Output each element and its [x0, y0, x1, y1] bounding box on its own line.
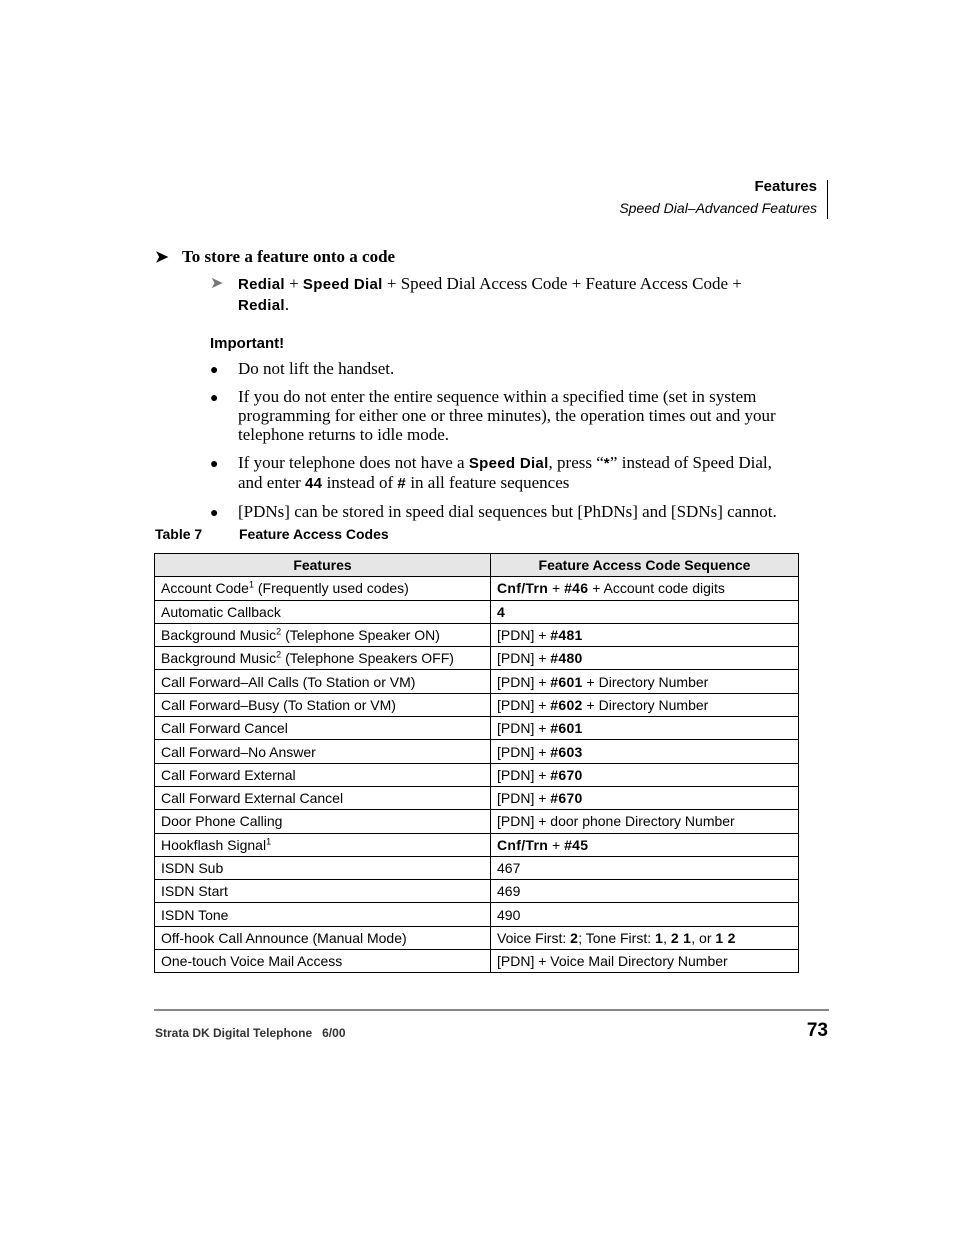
bullet-text: [238, 453, 772, 492]
footer-text: Strata DK Digital Telephone 6/00: [155, 1026, 346, 1040]
feature-name: ISDN Tone: [161, 906, 229, 923]
feature-name: Call Forward–All Calls (To Station or VM): [161, 673, 416, 690]
table-caption: [155, 526, 389, 542]
code-sequence-cell: [491, 833, 799, 856]
key-code: #481: [550, 627, 583, 644]
table-row: [155, 810, 799, 833]
step-sequence-text: + Speed Dial Access Code + Feature Access Code +: [382, 274, 742, 293]
feature-name: One-touch Voice Mail Access: [161, 953, 343, 970]
important-list: [210, 359, 800, 521]
table-row: [155, 577, 799, 600]
running-header: [619, 177, 817, 218]
feature-name: Background Music: [161, 650, 277, 667]
code-text: + Account code digits: [588, 580, 725, 597]
feature-name: Off-hook Call Announce (Manual Mode): [161, 929, 407, 946]
redial-key-end: Redial: [238, 297, 285, 314]
code-text: + Directory Number: [582, 673, 709, 690]
list-item: [210, 359, 800, 378]
table-row: [155, 717, 799, 740]
feature-qualifier: (Telephone Speakers OFF): [281, 650, 454, 667]
key-code: Cnf/Trn: [497, 580, 549, 597]
key-code: 1 2: [715, 929, 736, 946]
code-sequence-cell: [491, 647, 799, 670]
table-row: [155, 833, 799, 856]
code-sequence-cell: [491, 903, 799, 926]
arrow-right-icon: ➤: [155, 249, 169, 266]
code-text: [PDN] +: [497, 696, 551, 713]
code-text: [PDN] +: [497, 650, 551, 667]
key-code: #45: [564, 836, 589, 853]
list-item: [210, 453, 800, 493]
code-sequence-cell: [491, 810, 799, 833]
feature-cell: [155, 623, 491, 646]
header-subtitle: Speed Dial–Advanced Features: [619, 200, 817, 216]
code-text: [PDN] + door phone Directory Number: [497, 813, 735, 830]
table-row: [155, 763, 799, 786]
table-number: Table 7: [155, 526, 203, 542]
step-separator: +: [284, 274, 303, 293]
code-sequence-cell: [491, 880, 799, 903]
feature-name: Call Forward External Cancel: [161, 790, 344, 807]
bullet-text-part: , press “: [548, 453, 604, 472]
key-code: 2 1: [670, 929, 692, 946]
code-sequence-cell: [491, 577, 799, 600]
code-text: [PDN] +: [497, 766, 551, 783]
code-sequence-cell: [491, 763, 799, 786]
key-code: Cnf/Trn: [497, 836, 549, 853]
speed-dial-key: Speed Dial: [468, 455, 549, 472]
feature-cell: [155, 740, 491, 763]
feature-name: Background Music: [161, 627, 277, 644]
code-text: [PDN] +: [497, 627, 551, 644]
key-code: #602: [550, 696, 583, 713]
table-row: [155, 903, 799, 926]
bullet-text-part: in all feature sequences: [406, 473, 570, 492]
code-text: Voice First:: [497, 929, 571, 946]
feature-cell: [155, 763, 491, 786]
key-code: #670: [550, 790, 583, 807]
code-text: 467: [497, 860, 521, 876]
footnote-marker: 2: [276, 626, 282, 637]
key-code: #601: [550, 673, 583, 690]
header-rule: [827, 180, 828, 219]
star-key: *: [603, 455, 610, 472]
key-code: #670: [550, 766, 583, 783]
procedure-heading-text: To store a feature onto a code: [182, 247, 396, 266]
pound-key: #: [397, 475, 407, 492]
code-sequence-cell: [491, 856, 799, 879]
feature-cell: [155, 833, 491, 856]
feature-name: Call Forward–No Answer: [161, 743, 316, 760]
code-sequence-cell: [491, 623, 799, 646]
feature-name: Door Phone Calling: [161, 813, 283, 830]
footnote-marker: 1: [248, 579, 254, 590]
list-item: [210, 502, 800, 521]
table-body: [155, 577, 799, 973]
table-row: [155, 693, 799, 716]
code-text: +: [548, 580, 565, 597]
table-row: [155, 786, 799, 809]
feature-cell: [155, 950, 491, 973]
feature-cell: [155, 670, 491, 693]
table-row: [155, 670, 799, 693]
feature-cell: [155, 786, 491, 809]
column-header-code-sequence: Feature Access Code Sequence: [491, 554, 799, 577]
step-text: [238, 274, 790, 316]
procedure-heading: [155, 247, 395, 267]
code-sequence-cell: [491, 693, 799, 716]
code-sequence-cell: [491, 740, 799, 763]
key-code: #601: [550, 720, 583, 737]
table-row: [155, 880, 799, 903]
feature-cell: [155, 903, 491, 926]
step-period: .: [284, 295, 290, 314]
feature-cell: [155, 693, 491, 716]
key-code: #46: [564, 580, 589, 597]
code-text: + Directory Number: [582, 696, 709, 713]
feature-qualifier: (Frequently used codes): [253, 580, 409, 597]
page-number: 73: [806, 1020, 828, 1041]
feature-name: Automatic Callback: [161, 603, 281, 620]
code-text: [PDN] +: [497, 743, 551, 760]
code-44-key: 44: [305, 475, 323, 492]
table-row: [155, 600, 799, 623]
table-row: [155, 856, 799, 879]
key-code: #480: [550, 650, 583, 667]
table-row: [155, 647, 799, 670]
footnote-marker: 1: [266, 836, 272, 847]
redial-key: Redial: [238, 276, 285, 293]
code-sequence-cell: [491, 950, 799, 973]
header-title: Features: [754, 178, 817, 195]
bullet-text-part: instead of: [322, 473, 398, 492]
code-text: ; Tone First:: [578, 929, 656, 946]
footer-rule: [154, 1009, 829, 1011]
code-sequence-cell: [491, 670, 799, 693]
table-row: [155, 623, 799, 646]
list-item: [210, 387, 800, 444]
feature-access-table: [154, 553, 799, 973]
code-text: [PDN] +: [497, 673, 551, 690]
table-header-row: [155, 554, 799, 577]
feature-name: Hookflash Signal: [161, 836, 267, 853]
code-text: , or: [691, 929, 716, 946]
code-text: [PDN] + Voice Mail Directory Number: [497, 953, 728, 970]
code-sequence-cell: [491, 717, 799, 740]
table-row: [155, 740, 799, 763]
feature-name: ISDN Start: [161, 883, 228, 900]
code-text: [PDN] +: [497, 720, 551, 737]
footnote-marker: 2: [276, 649, 282, 660]
feature-cell: [155, 647, 491, 670]
key-code: #603: [550, 743, 583, 760]
bullet-icon: ●: [210, 363, 219, 378]
bullet-text: [PDNs] can be stored in speed dial sequences but [PhDNs] and [SDNs] cannot.: [238, 502, 777, 521]
feature-name: ISDN Sub: [161, 860, 224, 876]
feature-name: Call Forward External: [161, 766, 296, 783]
code-sequence-cell: [491, 786, 799, 809]
step-arrow-icon: ➤: [210, 275, 224, 292]
feature-cell: [155, 856, 491, 879]
bullet-icon: ●: [210, 506, 219, 521]
code-text: +: [548, 836, 565, 853]
key-code: 2: [570, 929, 579, 946]
key-code: 4: [497, 603, 506, 620]
speed-dial-key: Speed Dial: [302, 276, 383, 293]
feature-cell: [155, 926, 491, 949]
feature-cell: [155, 577, 491, 600]
code-text: ,: [663, 929, 671, 946]
feature-name: Call Forward Cancel: [161, 720, 288, 737]
bullet-text: Do not lift the handset.: [238, 359, 395, 378]
code-sequence-cell: [491, 600, 799, 623]
feature-cell: [155, 810, 491, 833]
code-sequence-cell: [491, 926, 799, 949]
key-code: 1: [655, 929, 664, 946]
table-row: [155, 950, 799, 973]
column-header-features: Features: [155, 554, 491, 577]
feature-qualifier: (Telephone Speaker ON): [281, 627, 440, 644]
bullet-icon: ●: [210, 457, 219, 472]
table-title: Feature Access Codes: [239, 526, 389, 542]
feature-name: Account Code: [161, 580, 249, 597]
important-label: Important!: [210, 335, 285, 352]
code-text: 490: [497, 906, 521, 923]
feature-cell: [155, 880, 491, 903]
bullet-text-part: If your telephone does not have a: [238, 453, 469, 472]
bullet-text-part: ” instead of Speed Dial, and enter: [238, 453, 772, 492]
feature-cell: [155, 600, 491, 623]
table-row: [155, 926, 799, 949]
code-text: [PDN] +: [497, 790, 551, 807]
bullet-text: If you do not enter the entire sequence within a specified time (set in system programming for either one or three minutes), the operation times out and your telephone returns to idle mode.: [238, 387, 776, 444]
feature-name: Call Forward–Busy (To Station or VM): [161, 696, 396, 713]
feature-cell: [155, 717, 491, 740]
code-text: 469: [497, 883, 521, 900]
procedure-step: [210, 274, 790, 316]
bullet-icon: ●: [210, 391, 219, 406]
